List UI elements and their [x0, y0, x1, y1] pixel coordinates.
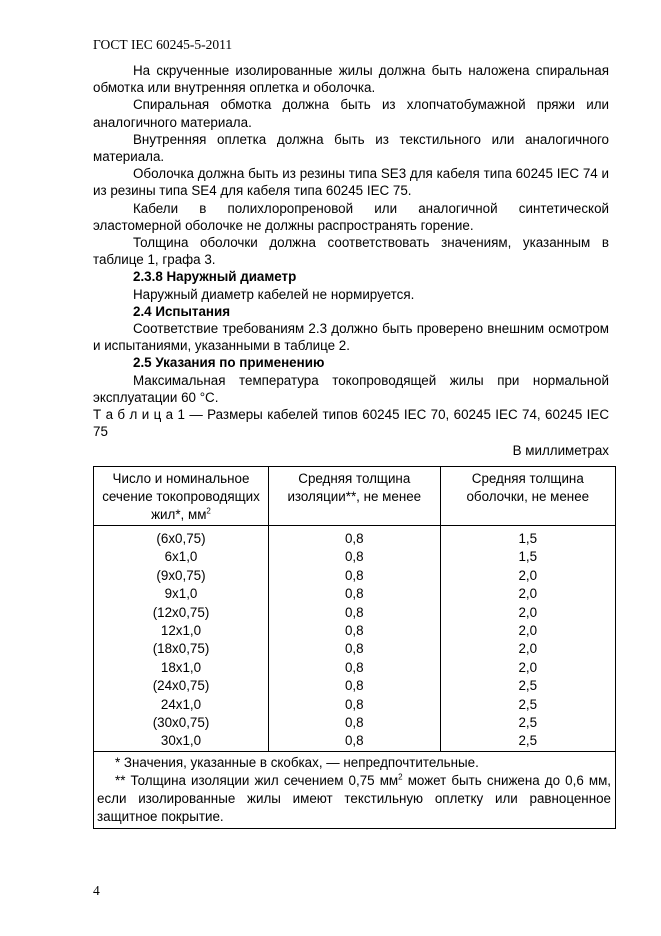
cell-sheath: 1,5 [440, 548, 615, 566]
paragraph-5: Кабели в полихлоропреновой или аналогичной синтетической эластомерной оболочке не должны распространять горение. [93, 200, 609, 233]
cell-insulation: 0,8 [268, 640, 440, 658]
cell-sheath: 2,0 [440, 659, 615, 677]
header-col2-line2: изоляции**, не менее [287, 489, 422, 504]
table-note-2-part-c: если изолированные жилы имеют текстильную оплетку или равноценное защитное покрытие. [97, 790, 611, 824]
cell-insulation: 0,8 [268, 659, 440, 677]
cell-insulation: 0,8 [268, 714, 440, 732]
cell-sheath: 2,5 [440, 732, 615, 751]
page-number: 4 [93, 883, 100, 898]
header-col1-line3: жил*, мм [151, 507, 207, 522]
table-notes-row [94, 751, 616, 828]
cell-sheath: 2,0 [440, 567, 615, 585]
cell-conductors: (30x0,75) [94, 714, 269, 732]
cell-conductors: 12x1,0 [94, 622, 269, 640]
table-row [94, 526, 616, 549]
cell-sheath: 2,5 [440, 677, 615, 695]
cell-insulation: 0,8 [268, 732, 440, 751]
section-text-2-4: Соответствие требованиям 2.3 должно быть проверено внешним осмотром и испытаниями, указанными в таблице 2. [93, 321, 609, 354]
cell-sheath: 2,0 [440, 622, 615, 640]
table-note-2-sup: 2 [398, 772, 403, 782]
table-row [94, 640, 616, 658]
cell-insulation: 0,8 [268, 567, 440, 585]
cell-insulation: 0,8 [268, 548, 440, 566]
cell-sheath: 2,0 [440, 585, 615, 603]
header-col1-line1: Число и номинальное [112, 471, 250, 486]
document-header: ГОСТ IEC 60245-5-2011 [93, 37, 233, 52]
cell-conductors: (24x0,75) [94, 677, 269, 695]
section-heading-2-5: 2.5 Указания по применению [133, 355, 325, 371]
cell-conductors: 24x1,0 [94, 696, 269, 714]
table-row [94, 567, 616, 585]
table-row [94, 696, 616, 714]
table-note-2 [97, 772, 611, 826]
header-col3-line2: оболочки, не менее [466, 489, 590, 504]
dimensions-table [93, 466, 616, 829]
table-row [94, 677, 616, 695]
section-text-2-3-8: Наружный диаметр кабелей не нормируется. [133, 286, 415, 302]
table-row [94, 548, 616, 566]
cell-insulation: 0,8 [268, 585, 440, 603]
cell-insulation: 0,8 [268, 696, 440, 714]
section-text-2-5: Максимальная температура токопроводящей жилы при нормальной эксплуатации 60 °C. [93, 372, 609, 405]
section-heading-2-3-8: 2.3.8 Наружный диаметр [133, 269, 297, 285]
cell-sheath: 2,5 [440, 696, 615, 714]
paragraph-6: Толщина оболочки должна соответствовать значениям, указанным в таблице 1, графа 3. [93, 235, 609, 268]
cell-conductors: (9x0,75) [94, 567, 269, 585]
table-row [94, 659, 616, 677]
table-row [94, 732, 616, 751]
cell-insulation: 0,8 [268, 526, 440, 549]
header-col2-line1: Средняя толщина [298, 471, 411, 486]
table-note-1: * Значения, указанные в скобках, — непредпочтительные. [115, 754, 479, 770]
table-row [94, 604, 616, 622]
header-col1-line2: сечение токопроводящих [102, 489, 260, 504]
cell-conductors: 18x1,0 [94, 659, 269, 677]
header-cell-conductors [94, 467, 269, 526]
cell-sheath: 2,0 [440, 640, 615, 658]
units-label: В миллиметрах [512, 443, 609, 459]
table-header-row [94, 467, 616, 526]
table-caption-line-1: Т а б л и ц а 1 — Размеры кабелей типов 60245 IEC 70, 60245 IEC 74, 60245 IEC [93, 407, 609, 423]
cell-sheath: 2,5 [440, 714, 615, 732]
section-heading-2-4: 2.4 Испытания [133, 303, 231, 319]
header-cell-sheath [440, 467, 615, 526]
table-note-2-part-a: ** Толщина изоляции жил сечением 0,75 мм [115, 772, 399, 788]
cell-conductors: 6x1,0 [94, 548, 269, 566]
cell-conductors: 9x1,0 [94, 585, 269, 603]
header-col1-sup: 2 [206, 506, 211, 516]
cell-conductors: 30x1,0 [94, 732, 269, 751]
paragraph-2: Спиральная обмотка должна быть из хлопчатобумажной пряжи или аналогичного материала. [93, 97, 609, 130]
table-note-2-part-b: может быть снижена до 0,6 мм, [402, 772, 611, 788]
cell-sheath: 2,0 [440, 604, 615, 622]
header-cell-insulation [268, 467, 440, 526]
table-caption-line-2: 75 [93, 424, 108, 440]
header-col3-line1: Средняя толщина [471, 471, 584, 486]
cell-conductors: (12x0,75) [94, 604, 269, 622]
paragraph-3: Внутренняя оплетка должна быть из текстильного или аналогичного материала. [93, 131, 609, 165]
table-body [94, 526, 616, 752]
body-text [93, 62, 609, 460]
cell-conductors: (6x0,75) [94, 526, 269, 549]
cell-insulation: 0,8 [268, 677, 440, 695]
cell-conductors: (18x0,75) [94, 640, 269, 658]
paragraph-1: На скрученные изолированные жилы должна быть наложена спиральная обмотка или внутренняя оплетка и оболочка. [93, 63, 609, 96]
cell-insulation: 0,8 [268, 604, 440, 622]
cell-sheath: 1,5 [440, 526, 615, 549]
paragraph-4: Оболочка должна быть из резины типа SE3 для кабеля типа 60245 IEC 74 и из резины типа SE4 для кабеля типа 60245 IEC 75. [93, 166, 609, 199]
table-row [94, 714, 616, 732]
table-notes [94, 751, 616, 828]
table-row [94, 622, 616, 640]
table-row [94, 585, 616, 603]
cell-insulation: 0,8 [268, 622, 440, 640]
